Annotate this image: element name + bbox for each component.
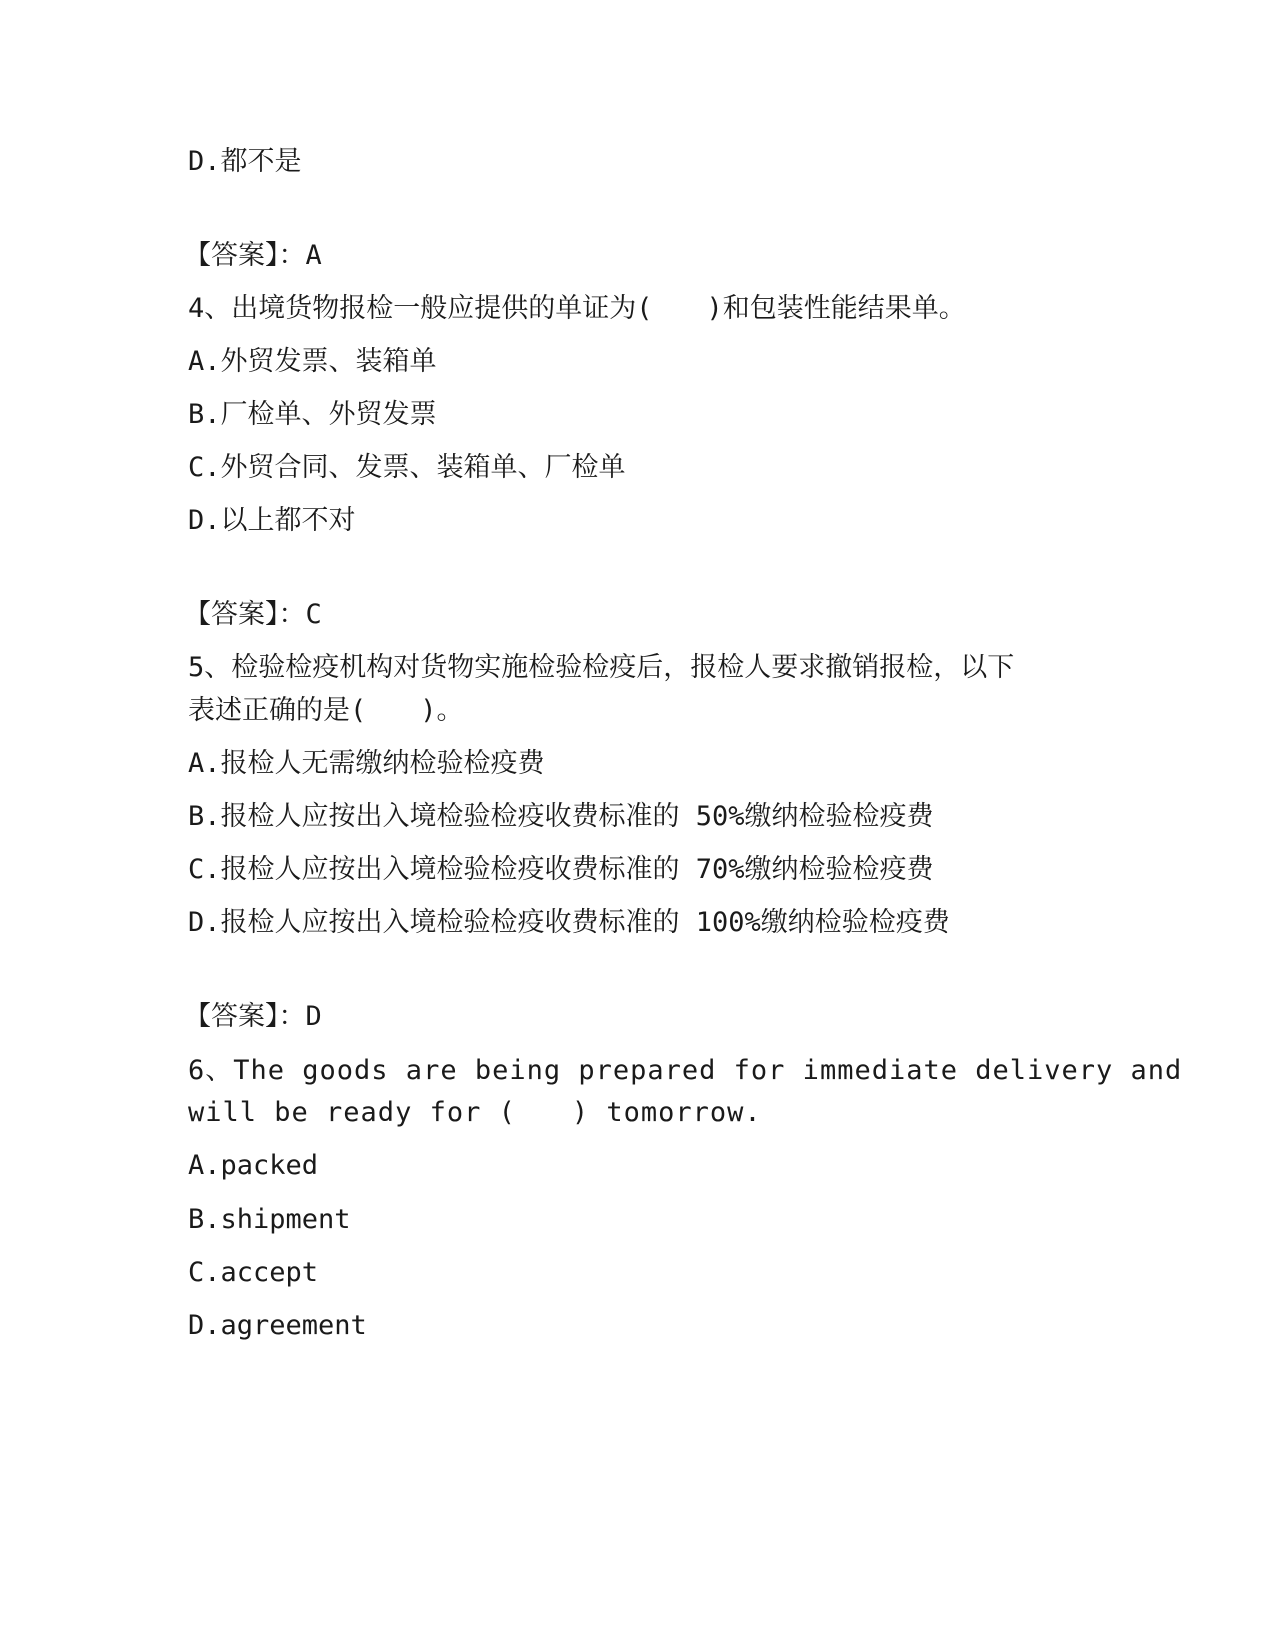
q5-answer: 【答案】：D (184, 1001, 322, 1032)
q4-option-c: C.外贸合同、发票、装箱单、厂检单 (188, 452, 626, 483)
q4-answer: 【答案】：C (184, 599, 322, 630)
q3-option-d: D.都不是 (188, 146, 302, 177)
q6-option-b: B.shipment (188, 1204, 351, 1235)
q4-stem: 4、出境货物报检一般应提供的单证为( )和包装性能结果单。 (188, 293, 966, 324)
q6-stem-line2: will be ready for ( ) tomorrow. (188, 1097, 762, 1128)
q5-option-d: D.报检人应按出入境检验检疫收费标准的 100%缴纳检验检疫费 (188, 907, 950, 938)
q5-stem-line1: 5、检验检疫机构对货物实施检验检疫后，报检人要求撤销报检，以下 (188, 652, 1015, 683)
q5-stem-line2: 表述正确的是( )。 (188, 695, 464, 726)
q6-option-c: C.accept (188, 1257, 319, 1288)
q5-option-a: A.报检人无需缴纳检验检疫费 (188, 748, 545, 779)
q5-option-c: C.报检人应按出入境检验检疫收费标准的 70%缴纳检验检疫费 (188, 854, 934, 885)
q4-option-b: B.厂检单、外贸发票 (188, 399, 437, 430)
q4-option-a: A.外贸发票、装箱单 (188, 346, 437, 377)
q5-option-b: B.报检人应按出入境检验检疫收费标准的 50%缴纳检验检疫费 (188, 801, 934, 832)
q6-option-d: D.agreement (188, 1310, 367, 1341)
q6-option-a: A.packed (188, 1150, 319, 1181)
q3-answer: 【答案】：A (184, 240, 322, 271)
q4-option-d: D.以上都不对 (188, 505, 356, 536)
q6-stem-line1: 6、The goods are being prepared for immediate delivery and (188, 1055, 1183, 1086)
